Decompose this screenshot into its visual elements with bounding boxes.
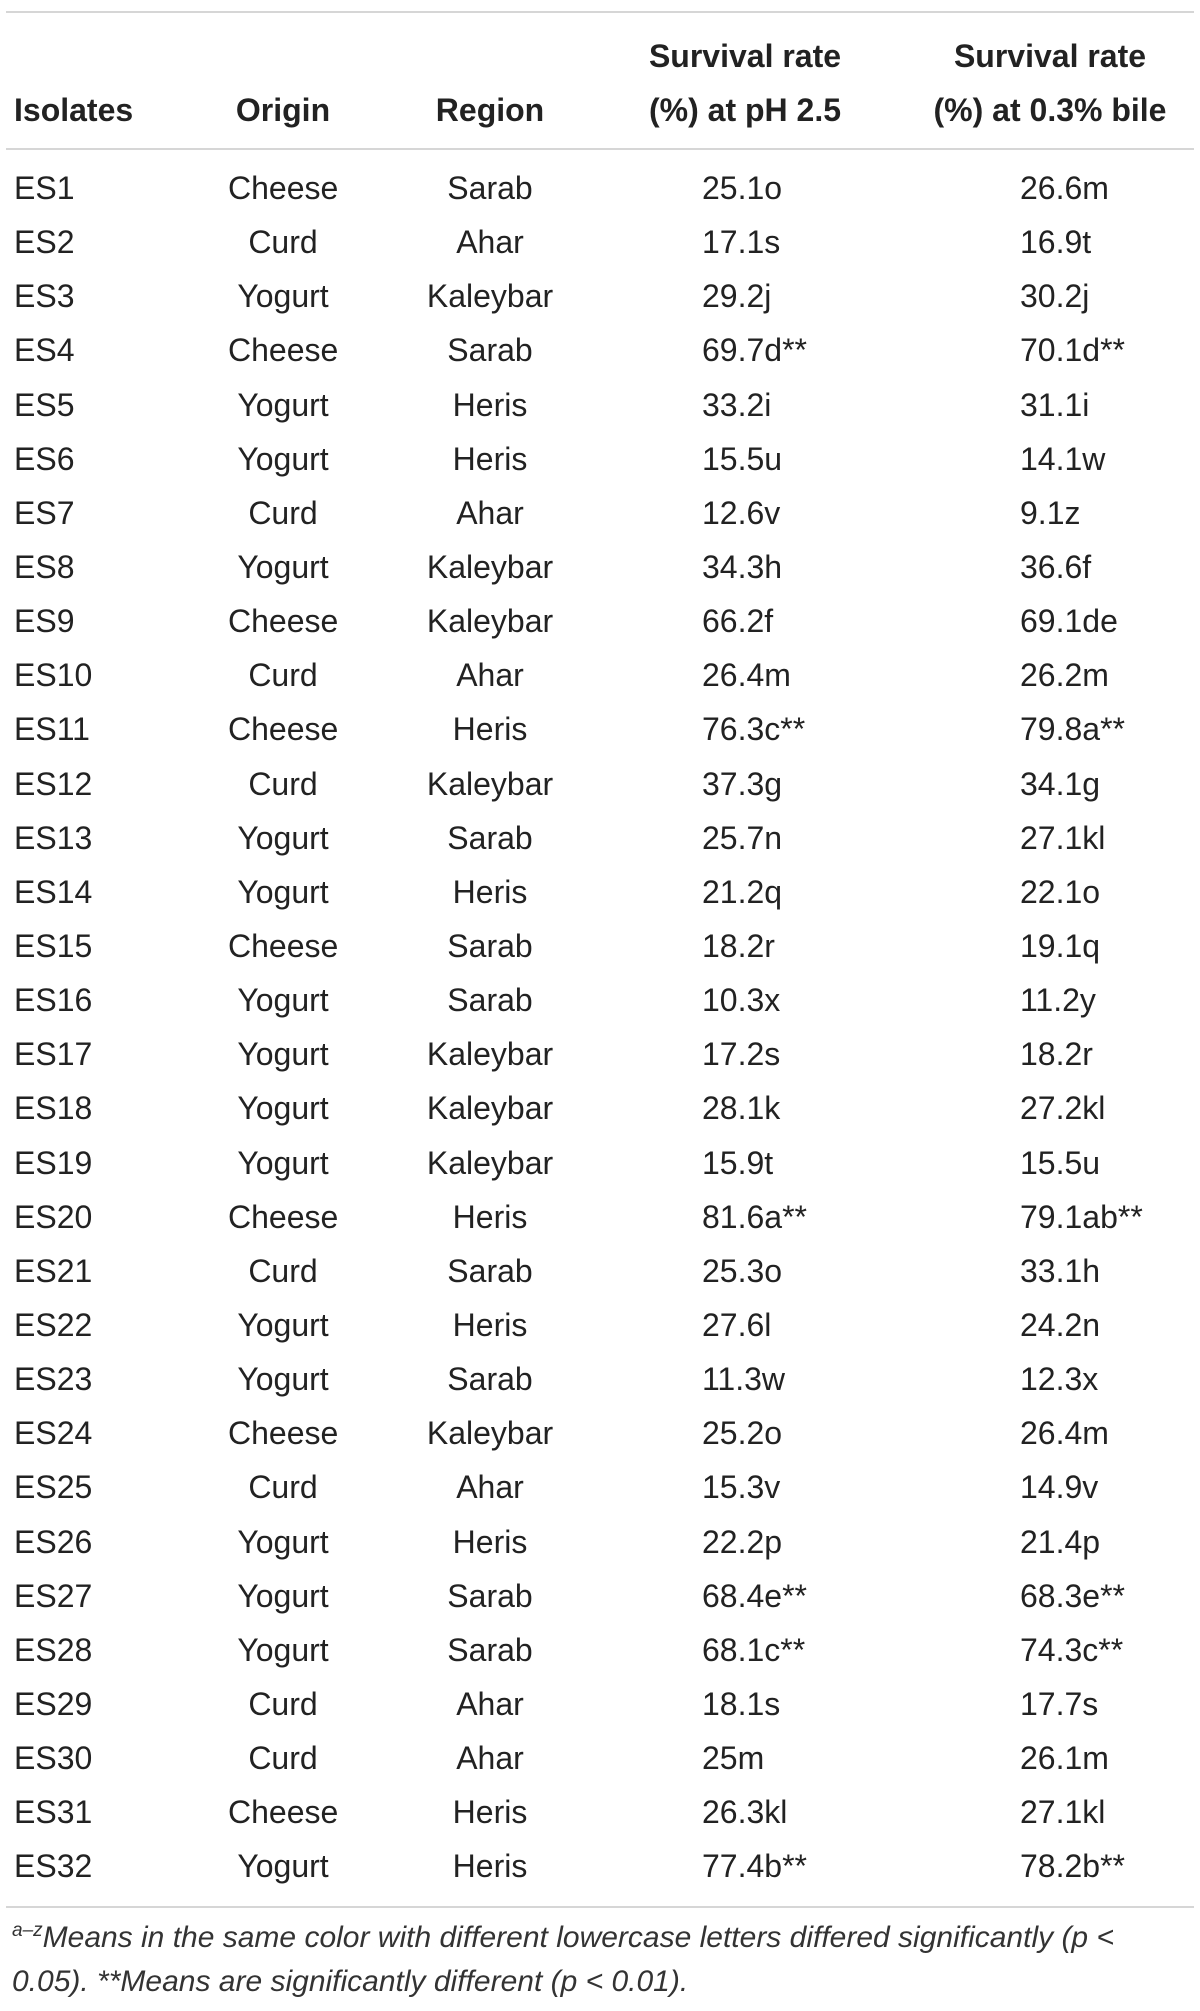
- table-row: [0, 540, 1200, 594]
- cell-survival-ph: 26.3kl: [702, 1794, 788, 1831]
- table-row: [0, 161, 1200, 215]
- cell-survival-ph: 68.1c**: [702, 1631, 806, 1668]
- cell-survival-bile: 31.1i: [1020, 386, 1090, 423]
- cell-region: Kaleybar: [426, 765, 554, 802]
- cell-origin: Yogurt: [237, 873, 329, 910]
- cell-survival-ph: 18.1s: [702, 1685, 781, 1722]
- cell-survival-bile: 78.2b**: [1020, 1848, 1125, 1885]
- table-row: [0, 1190, 1200, 1244]
- cell-survival-bile: 16.9t: [1020, 224, 1092, 261]
- table-row: [0, 973, 1200, 1027]
- cell-survival-bile: 30.2j: [1020, 278, 1090, 315]
- cell-isolate: ES14: [14, 873, 93, 910]
- cell-survival-ph: 15.3v: [702, 1469, 781, 1506]
- cell-origin: Yogurt: [237, 1036, 329, 1073]
- cell-isolate: ES24: [14, 1415, 93, 1452]
- table-row: [0, 378, 1200, 432]
- cell-survival-ph: 34.3h: [702, 548, 783, 585]
- cell-region: Kaleybar: [426, 1415, 554, 1452]
- cell-survival-bile: 22.1o: [1020, 873, 1101, 910]
- table-row: [0, 215, 1200, 269]
- table-row: [0, 323, 1200, 377]
- cell-origin: Curd: [248, 224, 318, 261]
- cell-survival-bile: 21.4p: [1020, 1523, 1101, 1560]
- cell-survival-ph: 69.7d**: [702, 332, 807, 369]
- table-row: [0, 648, 1200, 702]
- cell-isolate: ES11: [14, 711, 90, 748]
- cell-survival-ph: 37.3g: [702, 765, 783, 802]
- cell-region: Kaleybar: [426, 1144, 554, 1181]
- cell-survival-bile: 15.5u: [1020, 1144, 1101, 1181]
- table-row: [0, 811, 1200, 865]
- cell-origin: Yogurt: [237, 386, 329, 423]
- cell-survival-ph: 27.6l: [702, 1306, 772, 1343]
- cell-origin: Yogurt: [237, 1631, 329, 1668]
- table-row: [0, 1027, 1200, 1081]
- cell-survival-bile: 68.3e**: [1020, 1577, 1125, 1614]
- cell-survival-ph: 25.3o: [702, 1252, 783, 1289]
- cell-isolate: ES3: [14, 278, 75, 315]
- cell-isolate: ES32: [14, 1848, 93, 1885]
- cell-region: Ahar: [456, 1740, 524, 1777]
- cell-isolate: ES20: [14, 1198, 93, 1235]
- cell-origin: Yogurt: [237, 1577, 329, 1614]
- cell-region: Sarab: [447, 332, 533, 369]
- cell-survival-ph: 66.2f: [702, 603, 774, 640]
- cell-survival-bile: 14.1w: [1020, 440, 1106, 477]
- cell-origin: Curd: [248, 657, 318, 694]
- cell-survival-bile: 27.1kl: [1020, 819, 1106, 856]
- cell-isolate: ES30: [14, 1740, 93, 1777]
- table-row: [0, 1352, 1200, 1406]
- footnote-superscript: a–z: [12, 1920, 43, 1941]
- table-bottom-rule: [6, 1906, 1194, 1908]
- cell-isolate: ES15: [14, 927, 93, 964]
- cell-origin: Yogurt: [237, 1144, 329, 1181]
- header-region: Region: [435, 92, 545, 128]
- cell-origin: Yogurt: [237, 548, 329, 585]
- cell-survival-bile: 24.2n: [1020, 1306, 1101, 1343]
- cell-survival-ph: 25m: [702, 1740, 765, 1777]
- cell-isolate: ES2: [14, 224, 75, 261]
- cell-isolate: ES17: [14, 1036, 93, 1073]
- cell-survival-bile: 19.1q: [1020, 927, 1101, 964]
- cell-isolate: ES26: [14, 1523, 93, 1560]
- cell-survival-bile: 34.1g: [1020, 765, 1101, 802]
- cell-isolate: ES18: [14, 1090, 93, 1127]
- cell-region: Ahar: [456, 1469, 524, 1506]
- cell-region: Sarab: [447, 170, 533, 206]
- cell-isolate: ES12: [14, 765, 93, 802]
- cell-survival-bile: 79.8a**: [1020, 711, 1125, 748]
- header-isolates: Isolates: [14, 92, 134, 128]
- cell-region: Heris: [452, 1198, 528, 1235]
- cell-region: Ahar: [456, 657, 524, 694]
- cell-origin: Yogurt: [237, 1523, 329, 1560]
- cell-isolate: ES23: [14, 1361, 93, 1398]
- table-row: [0, 1839, 1200, 1893]
- cell-region: Kaleybar: [426, 1090, 554, 1127]
- cell-survival-bile: 18.2r: [1020, 1036, 1093, 1073]
- cell-origin: Cheese: [228, 1794, 339, 1831]
- cell-survival-bile: 70.1d**: [1020, 332, 1125, 369]
- cell-region: Sarab: [447, 982, 533, 1019]
- cell-survival-bile: 74.3c**: [1020, 1631, 1124, 1668]
- cell-origin: Curd: [248, 1252, 318, 1289]
- cell-isolate: ES25: [14, 1469, 93, 1506]
- footnote-text: Means in the same color with different lowercase letters differed significantly (p < 0.05). **Means are significantly different (p < 0.01).: [12, 1921, 1114, 1998]
- cell-survival-bile: 9.1z: [1020, 494, 1081, 531]
- cell-isolate: ES6: [14, 440, 75, 477]
- cell-survival-ph: 29.2j: [702, 278, 772, 315]
- cell-origin: Yogurt: [237, 1090, 329, 1127]
- cell-region: Ahar: [456, 494, 524, 531]
- cell-region: Kaleybar: [426, 548, 554, 585]
- cell-survival-bile: 69.1de: [1020, 603, 1118, 640]
- cell-region: Kaleybar: [426, 603, 554, 640]
- table-row: [0, 1569, 1200, 1623]
- cell-survival-ph: 25.1o: [702, 170, 783, 206]
- cell-survival-ph: 76.3c**: [702, 711, 806, 748]
- cell-survival-ph: 17.2s: [702, 1036, 781, 1073]
- cell-survival-ph: 15.9t: [702, 1144, 774, 1181]
- cell-origin: Curd: [248, 765, 318, 802]
- cell-region: Sarab: [447, 1361, 533, 1398]
- table-row: [0, 1298, 1200, 1352]
- cell-region: Heris: [452, 1306, 528, 1343]
- cell-region: Kaleybar: [426, 278, 554, 315]
- cell-isolate: ES1: [14, 170, 75, 206]
- table-row: [0, 269, 1200, 323]
- cell-isolate: ES7: [14, 494, 75, 531]
- cell-survival-ph: 25.2o: [702, 1415, 783, 1452]
- cell-origin: Yogurt: [237, 1848, 329, 1885]
- table-row: [0, 919, 1200, 973]
- cell-origin: Curd: [248, 494, 318, 531]
- cell-region: Heris: [452, 711, 528, 748]
- cell-survival-bile: 14.9v: [1020, 1469, 1099, 1506]
- cell-origin: Curd: [248, 1469, 318, 1506]
- table-footnote: [12, 1916, 1192, 2004]
- header-survival-ph-line2: (%) at pH 2.5: [648, 92, 842, 128]
- table-row: [0, 1731, 1200, 1785]
- cell-origin: Yogurt: [237, 982, 329, 1019]
- cell-origin: Cheese: [228, 170, 339, 206]
- header-origin: Origin: [235, 92, 331, 128]
- cell-region: Sarab: [447, 1631, 533, 1668]
- cell-survival-ph: 10.3x: [702, 982, 781, 1019]
- cell-region: Heris: [452, 1523, 528, 1560]
- cell-isolate: ES8: [14, 548, 75, 585]
- cell-survival-ph: 22.2p: [702, 1523, 783, 1560]
- cell-isolate: ES31: [14, 1794, 93, 1831]
- cell-survival-ph: 33.2i: [702, 386, 772, 423]
- cell-isolate: ES21: [14, 1252, 93, 1289]
- cell-origin: Curd: [248, 1740, 318, 1777]
- table-row: [0, 1623, 1200, 1677]
- table-row: [0, 1244, 1200, 1298]
- cell-region: Sarab: [447, 1577, 533, 1614]
- cell-region: Sarab: [447, 819, 533, 856]
- cell-survival-bile: 26.1m: [1020, 1740, 1109, 1777]
- cell-survival-ph: 81.6a**: [702, 1198, 807, 1235]
- cell-survival-ph: 26.4m: [702, 657, 791, 694]
- cell-region: Sarab: [447, 1252, 533, 1289]
- header-survival-bile-line1: Survival rate: [953, 38, 1147, 74]
- cell-origin: Yogurt: [237, 278, 329, 315]
- table-row: [0, 1136, 1200, 1190]
- cell-isolate: ES16: [14, 982, 93, 1019]
- cell-isolate: ES13: [14, 819, 93, 856]
- cell-isolate: ES19: [14, 1144, 93, 1181]
- cell-survival-bile: 17.7s: [1020, 1685, 1099, 1722]
- table-row: [0, 1406, 1200, 1460]
- table-body: [0, 161, 1200, 1894]
- cell-isolate: ES10: [14, 657, 93, 694]
- cell-survival-ph: 18.2r: [702, 927, 775, 964]
- cell-survival-bile: 79.1ab**: [1020, 1198, 1143, 1235]
- header-survival-bile-line2: (%) at 0.3% bile: [933, 92, 1167, 128]
- table-row: [0, 865, 1200, 919]
- cell-survival-bile: 11.2y: [1020, 982, 1096, 1019]
- table-row: [0, 486, 1200, 540]
- cell-region: Heris: [452, 440, 528, 477]
- cell-region: Heris: [452, 1794, 528, 1831]
- table-header-rule: [6, 148, 1194, 150]
- cell-survival-bile: 27.1kl: [1020, 1794, 1106, 1831]
- cell-region: Ahar: [456, 224, 524, 261]
- cell-isolate: ES29: [14, 1685, 93, 1722]
- cell-origin: Yogurt: [237, 819, 329, 856]
- cell-isolate: ES9: [14, 603, 75, 640]
- cell-origin: Cheese: [228, 603, 339, 640]
- cell-isolate: ES5: [14, 386, 75, 423]
- cell-isolate: ES4: [14, 332, 75, 369]
- header-survival-ph-line1: Survival rate: [648, 38, 842, 74]
- cell-origin: Cheese: [228, 1415, 339, 1452]
- cell-region: Heris: [452, 873, 528, 910]
- header-survival-ph: [630, 29, 860, 137]
- cell-survival-bile: 36.6f: [1020, 548, 1092, 585]
- table-row: [0, 1081, 1200, 1135]
- cell-isolate: ES28: [14, 1631, 93, 1668]
- cell-survival-ph: 11.3w: [702, 1361, 786, 1398]
- cell-isolate: ES27: [14, 1577, 93, 1614]
- cell-survival-ph: 12.6v: [702, 494, 781, 531]
- table-row: [0, 1677, 1200, 1731]
- table-row: [0, 757, 1200, 811]
- cell-survival-bile: 26.2m: [1020, 657, 1109, 694]
- table-row: [0, 702, 1200, 756]
- cell-origin: Cheese: [228, 332, 339, 369]
- cell-survival-ph: 21.2q: [702, 873, 783, 910]
- table-row: [0, 432, 1200, 486]
- cell-survival-bile: 26.4m: [1020, 1415, 1109, 1452]
- cell-survival-bile: 26.6m: [1020, 170, 1109, 206]
- header-survival-bile: [920, 29, 1180, 137]
- cell-origin: Cheese: [228, 1198, 339, 1235]
- cell-survival-bile: 12.3x: [1020, 1361, 1099, 1398]
- cell-survival-bile: 27.2kl: [1020, 1090, 1106, 1127]
- cell-survival-ph: 25.7n: [702, 819, 783, 856]
- table-row: [0, 594, 1200, 648]
- cell-survival-ph: 68.4e**: [702, 1577, 807, 1614]
- cell-survival-ph: 15.5u: [702, 440, 783, 477]
- cell-survival-ph: 77.4b**: [702, 1848, 807, 1885]
- cell-origin: Cheese: [228, 711, 339, 748]
- cell-region: Kaleybar: [426, 1036, 554, 1073]
- cell-isolate: ES22: [14, 1306, 93, 1343]
- cell-region: Heris: [452, 386, 528, 423]
- cell-region: Ahar: [456, 1685, 524, 1722]
- table-row: [0, 1460, 1200, 1514]
- cell-origin: Yogurt: [237, 440, 329, 477]
- cell-region: Sarab: [447, 927, 533, 964]
- table-header: [0, 12, 1200, 148]
- cell-origin: Curd: [248, 1685, 318, 1722]
- cell-origin: Cheese: [228, 927, 339, 964]
- table-row: [0, 1515, 1200, 1569]
- cell-survival-ph: 17.1s: [702, 224, 781, 261]
- cell-region: Heris: [452, 1848, 528, 1885]
- cell-survival-ph: 28.1k: [702, 1090, 781, 1127]
- table-row: [0, 1785, 1200, 1839]
- cell-origin: Yogurt: [237, 1361, 329, 1398]
- cell-survival-bile: 33.1h: [1020, 1252, 1101, 1289]
- cell-origin: Yogurt: [237, 1306, 329, 1343]
